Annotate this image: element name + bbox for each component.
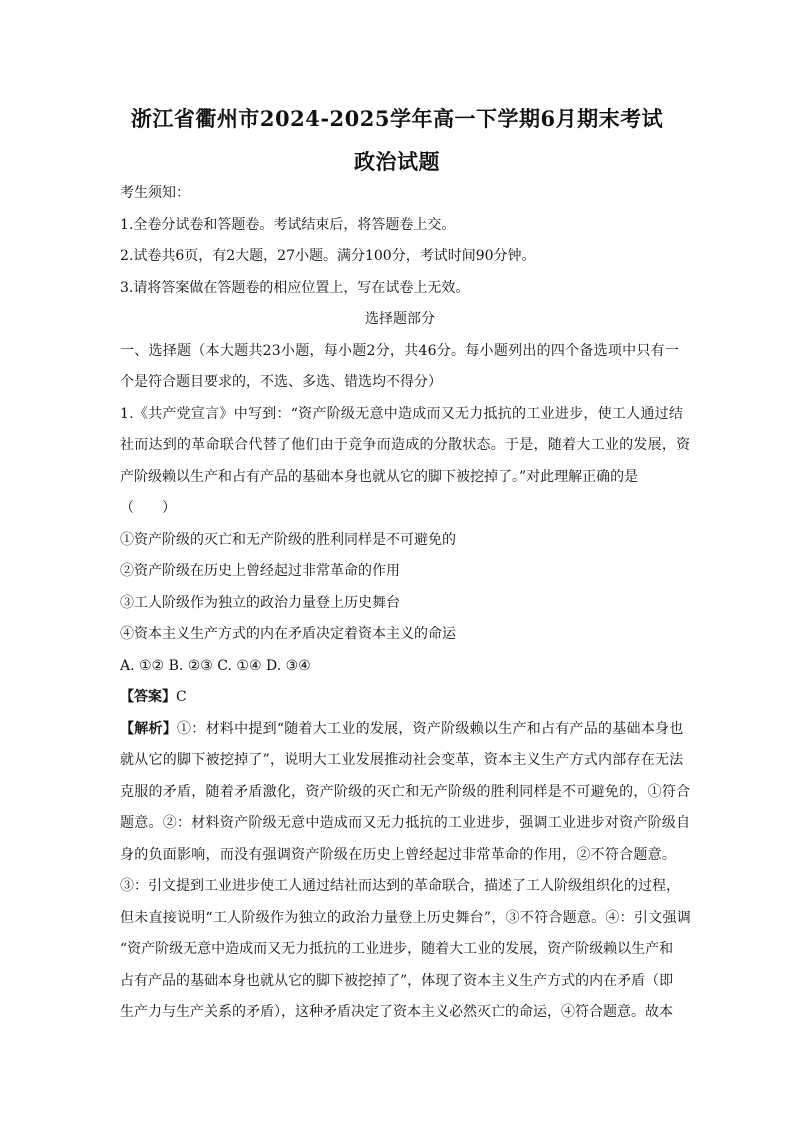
- answer-line: [120, 690, 680, 722]
- option-item: ④资本主义生产方式的内在矛盾决定着资本主义的命运: [120, 626, 456, 642]
- notice-heading: 考生须知：: [120, 185, 190, 201]
- analysis-text: ①：材料中提到“随着大工业的发展，资产阶级赖以生产和占有产品的基础本身也: [177, 720, 684, 737]
- notice-item: 3.请将答案做在答题卷的相应位置上，写在试卷上无效。: [120, 279, 470, 296]
- analysis-line: [120, 720, 684, 754]
- answer-value: C: [176, 689, 187, 705]
- exam-title: 浙江省衢州市2024-2025学年高一下学期6月期末考试: [130, 106, 664, 131]
- analysis-line: “资产阶级无意中造成而又无力抵抗的工业进步，随着大工业的发展，资产阶级赖以生产和: [120, 941, 674, 957]
- section-title: 选择题部分: [365, 311, 435, 327]
- exam-subject-title: 政治试题: [354, 149, 440, 174]
- analysis-label: 【解析】: [120, 720, 178, 737]
- analysis-line: ③：引文提到工业进步使工人通过结社而达到的革命联合，描述了工人阶级组织化的过程，: [120, 878, 680, 894]
- option-item: ①资产阶级的灭亡和无产阶级的胜利同样是不可避免的: [120, 531, 456, 548]
- answer-choices: A. ①② B. ②③ C. ①④ D. ③④: [120, 657, 311, 674]
- option-item: ③工人阶级作为独立的政治力量登上历史舞台: [120, 594, 400, 611]
- question-stem-line: 产阶级赖以生产和占有产品的基础本身也就从它的脚下被挖掉了。”对此理解正确的是: [120, 468, 639, 485]
- notice-item: 2.试卷共6页，有2大题，27小题。满分100分，考试时间90分钟。: [120, 248, 536, 264]
- notice-item: 1.全卷分试卷和答题卷。考试结束后，将答题卷上交。: [120, 216, 456, 233]
- analysis-line: 克服的矛盾，随着矛盾激化，资产阶级的灭亡和无产阶级的胜利同样是不可避免的，①符合: [120, 783, 691, 800]
- question-stem-line: 社而达到的革命联合代替了他们由于竞争而造成的分散状态。于是，随着大工业的发展，资: [120, 437, 691, 453]
- question-stem-line: 1.《共产党宣言》中写到：“资产阶级无意中造成而又无力抵抗的工业进步，使工人通过结: [120, 405, 684, 422]
- question-stem-line: （ ）: [120, 500, 176, 516]
- analysis-line: 生产力与生产关系的矛盾），这种矛盾决定了资本主义必然灭亡的命运，④符合题意。故本: [120, 1004, 673, 1020]
- option-item: ②资产阶级在历史上曾经起过非常革命的作用: [120, 563, 400, 579]
- document-body: [120, 185, 691, 1037]
- analysis-line: 占有产品的基础本身也就从它的脚下被挖掉了”，体现了资本主义生产方式的内在矛盾（即: [120, 972, 674, 989]
- section-intro-line: 一、选择题（本大题共23小题，每小题2分，共46分。每小题列出的四个备选项中只有一: [120, 342, 680, 359]
- analysis-line: 身的负面影响，而没有强调资产阶级在历史上曾经起过非常革命的作用，②不符合题意。: [120, 846, 677, 863]
- section-intro-line: 个是符合题目要求的，不选、多选、错选均不得分）: [120, 374, 442, 390]
- answer-label: 【答案】: [120, 689, 176, 705]
- analysis-line: 但未直接说明“工人阶级作为独立的政治力量登上历史舞台”，③不符合题意。④：引文强调: [120, 909, 691, 926]
- analysis-line: 题意。②：材料资产阶级无意中造成而又无力抵抗的工业进步，强调工业进步对资产阶级自: [120, 815, 691, 831]
- analysis-line: 就从它的脚下被挖掉了”，说明大工业发展推动社会变革，资本主义生产方式内部存在无法: [120, 752, 684, 768]
